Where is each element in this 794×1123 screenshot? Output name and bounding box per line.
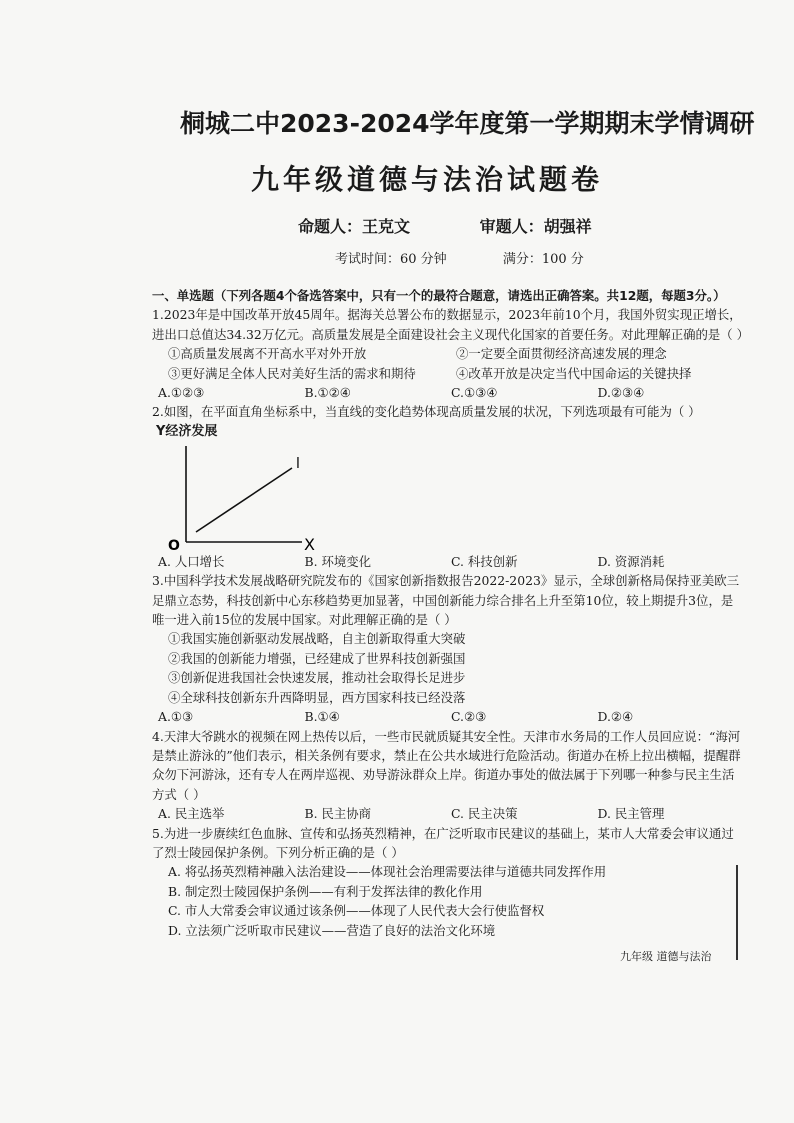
option-b: B. 环境变化 xyxy=(304,553,372,569)
option-a: A.①②③ xyxy=(158,385,205,401)
statement: ③更好满足全体人民对美好生活的需求和期待 xyxy=(168,365,416,381)
option-b: B. 制定烈士陵园保护条例——有利于发挥法律的教化作用 xyxy=(168,883,483,899)
question-stem: 3.中国科学技术发展战略研究院发布的《国家创新指数报告2022-2023》显示，全球创新格局保持亚美欧三足鼎立态势，科技创新中心东移趋势更加显著，中国创新能力综合排名上升至第10位，较上期提升3位，是唯一进入前15位的发展中国家。对此理解正确的是（ ） xyxy=(152,573,740,628)
question-reviewer: 审题人：胡强祥 xyxy=(479,217,592,236)
statement-row xyxy=(152,344,744,363)
answer-options xyxy=(152,804,744,823)
trend-line xyxy=(196,468,292,532)
x-axis-label: X xyxy=(304,534,315,552)
full-score: 满分：100 分 xyxy=(502,252,584,267)
option-a: A. 将弘扬英烈精神融入法治建设——体现社会治理需要法律与道德共同发挥作用 xyxy=(168,864,607,880)
question-4 xyxy=(152,727,744,824)
option-c: C. 市人大常委会审议通过该条例——体现了人民代表大会行使监督权 xyxy=(168,903,545,919)
question-stem: 2.如图，在平面直角坐标系中，当直线的变化趋势体现高质量发展的状况，下列选项最有可能为（ ） xyxy=(152,404,701,420)
question-2 xyxy=(152,402,744,571)
statement: ③创新促进我国社会快速发展，推动社会取得长足进步 xyxy=(168,670,466,686)
option-b: B.①④ xyxy=(304,709,340,725)
section-heading: 一、单选题（下列各题4个备选答案中，只有一个的最符合题意，请选出正确答案。共12题，每题3分。） xyxy=(152,288,726,303)
option-b: B.①②④ xyxy=(304,385,351,401)
question-1 xyxy=(152,305,749,402)
statement-row xyxy=(152,364,744,383)
option-c: C. 民主决策 xyxy=(451,806,518,822)
line-label: l xyxy=(296,455,300,472)
statement: ②我国的创新能力增强，已经建成了世界科技创新强国 xyxy=(168,650,466,666)
answer-options xyxy=(152,707,744,726)
statement: ④改革开放是决定当代中国命运的关键抉择 xyxy=(456,365,692,381)
question-setter: 命题人：王克文 xyxy=(298,217,411,236)
question-5 xyxy=(152,824,744,940)
answer-options xyxy=(152,552,744,571)
margin-rule xyxy=(736,865,738,960)
question-stem: 5.为进一步赓续红色血脉、宣传和弘扬英烈精神，在广泛听取市民建议的基础上，某市人大常委会审议通过了烈士陵园保护条例。下列分析正确的是（ ） xyxy=(152,825,734,860)
exam-title: 桐城二中2023-2024学年度第一学期期末学情调研 xyxy=(180,109,755,138)
statement: ④全球科技创新东升西降明显，西方国家科技已经没落 xyxy=(168,689,466,705)
question-stem: 1.2023年是中国改革开放45周年。据海关总署公布的数据显示，2023年前10个月，我国外贸实现正增长，进出口总值达34.32万亿元。高质量发展是全面建设社会主义现代化国家的首要任务。对此理解正确的是（ ） xyxy=(152,307,749,342)
coordinate-svg xyxy=(152,422,472,552)
option-d: D. 资源消耗 xyxy=(597,553,665,569)
option-a: A. 民主选举 xyxy=(158,806,225,822)
statement: ①我国实施创新驱动发展战略，自主创新取得重大突破 xyxy=(168,631,466,647)
option-d: D. 民主管理 xyxy=(597,806,665,822)
exam-subtitle: 九年级道德与法治试题卷 xyxy=(250,163,603,196)
statement: ②一定要全面贯彻经济高速发展的理念 xyxy=(456,346,667,362)
option-d: D.②④ xyxy=(597,709,634,725)
author-line xyxy=(298,214,592,237)
question-3 xyxy=(152,571,744,726)
option-c: C. 科技创新 xyxy=(451,553,518,569)
option-d: D. 立法须广泛听取市民建议——营造了良好的法治文化环境 xyxy=(168,922,496,938)
footer-subject-tag: 九年级 道德与法治 xyxy=(620,950,712,963)
statement: ①高质量发展离不开高水平对外开放 xyxy=(168,346,367,362)
option-d: D.②③④ xyxy=(597,385,645,401)
option-c: C.①③④ xyxy=(451,385,498,401)
exam-time: 考试时间：60 分钟 xyxy=(335,252,447,267)
option-a: A. 人口增长 xyxy=(158,553,225,569)
coordinate-figure xyxy=(152,422,472,552)
option-b: B. 民主协商 xyxy=(304,806,372,822)
option-c: C.②③ xyxy=(451,709,487,725)
origin-label: O xyxy=(168,537,180,552)
questions-area xyxy=(152,286,749,940)
exam-info-line xyxy=(335,248,584,267)
option-a: A.①③ xyxy=(158,709,194,725)
question-stem: 4.天津大爷跳水的视频在网上热传以后，一些市民就质疑其安全性。天津市水务局的工作人员回应说：“海河是禁止游泳的”他们表示，相关条例有要求，禁止在公共水域进行危险活动。街道办在桥上拉出横幅，提醒群众勿下河游泳，还有专人在两岸巡视、劝导游泳群众上岸。街道办事处的做法属于下列哪一种参与民主生活方式（ ） xyxy=(152,728,741,802)
answer-options xyxy=(152,383,744,402)
y-axis-label: Y经济发展 xyxy=(156,423,218,439)
